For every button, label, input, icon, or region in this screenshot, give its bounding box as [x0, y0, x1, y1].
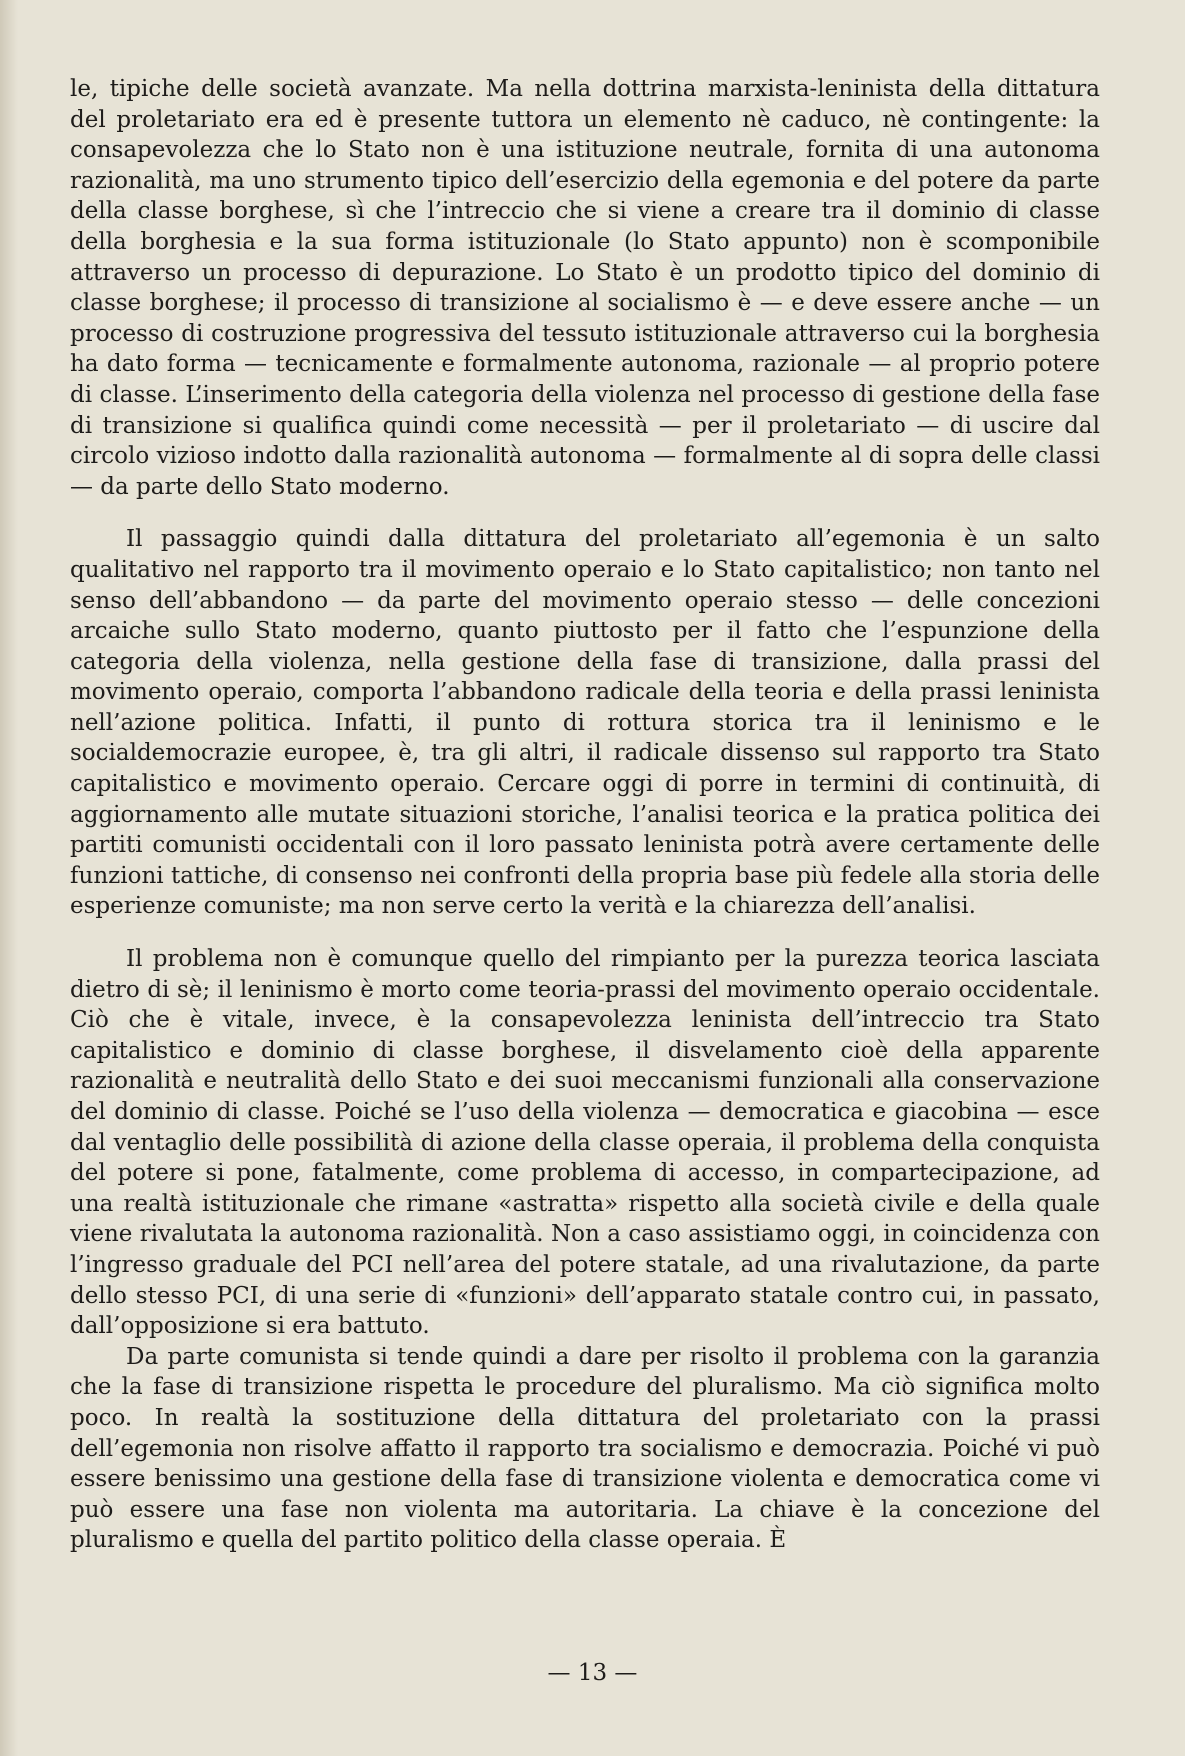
paragraph-3: Il problema non è comunque quello del rimpianto per la purezza teorica lasciata dietro di sè; il leninismo è morto come teoria-prassi del movimento operaio occidentale. Ciò che è vitale, invece, è la consapevolezza leninista dell’intreccio tra Stato capitalistico e dominio di classe borghese, il disvelamento cioè della apparente razionalità e neutralità dello Stato e dei suoi meccanismi funzionali alla conservazione del dominio di classe. Poiché se l’uso della violenza — democratica e giacobina — esce dal ventaglio delle possibilità di azione della classe operaia, il problema della conquista del potere si pone, fatalmente, come problema di accesso, in compartecipazione, ad una realtà istituzionale che rimane «astratta» rispetto alla società civile e della quale viene rivalutata la autonoma razionalità. Non a caso assistiamo oggi, in coincidenza con l’ingresso graduale del PCI nell’area del potere statale, ad una rivalutazione, da parte dello stesso PCI, di una serie di «funzioni» dell’apparato statale contro cui, in passato, dall’opposizione si era battuto. — [70, 946, 1100, 1340]
paragraph-4: Da parte comunista si tende quindi a dare per risolto il problema con la garanzia che la fase di transizione rispetta le procedure del pluralismo. Ma ciò significa molto poco. In realtà la sostituzione della dittatura del proletariato con la prassi dell’egemonia non risolve affatto il rapporto tra socialismo e democrazia. Poiché vi può essere benissimo una gestione della fase di transizione violenta e democratica come vi può essere una fase non violenta ma autoritaria. La chiave è la concezione del pluralismo e quella del partito politico della classe operaia. È — [70, 1343, 1100, 1554]
paragraph-1: le, tipiche delle società avanzate. Ma nella dottrina marxista-leninista della dittatura del proletariato era ed è presente tuttora un elemento nè caduco, nè contingente: la consapevolezza che lo Stato non è una istituzione neutrale, fornita di una autonoma razionalità, ma uno strumento tipico dell’esercizio della egemonia e del potere da parte della classe borghese, sì che l’intreccio che si viene a creare tra il dominio di classe della borghesia e la sua forma istituzionale (lo Stato appunto) non è scomponibile attraverso un processo di depurazione. Lo Stato è un prodotto tipico del dominio di classe borghese; il processo di transizione al socialismo è — e deve essere anche — un processo di costruzione progressiva del tessuto istituzionale attraverso cui la borghesia ha dato forma — tecnicamente e formalmente autonoma, razionale — al proprio potere di classe. L’inserimento della categoria della violenza nel processo di gestione della fase di transizione si qualifica quindi come necessità — per il proletariato — di uscire dal circolo vizioso indotto dalla razionalità autonoma — formalmente al di sopra delle classi — da parte dello Stato moderno. — [70, 76, 1100, 500]
body-text — [70, 74, 1100, 1556]
page-number: — 13 — — [547, 1660, 638, 1686]
paragraph-2: Il passaggio quindi dalla dittatura del proletariato all’egemonia è un salto qualitativo nel rapporto tra il movimento operaio e lo Stato capitalistico; non tanto nel senso dell’abbandono — da parte del movimento operaio stesso — delle concezioni arcaiche sullo Stato moderno, quanto piuttosto per il fatto che l’espunzione della categoria della violenza, nella gestione della fase di transizione, dalla prassi del movimento operaio, comporta l’abbandono radicale della teoria e della prassi leninista nell’azione politica. Infatti, il punto di rottura storica tra il leninismo e le socialdemocrazie europee, è, tra gli altri, il radicale dissenso sul rapporto tra Stato capitalistico e movimento operaio. Cercare oggi di porre in termini di continuità, di aggiornamento alle mutate situazioni storiche, l’analisi teorica e la pratica politica dei partiti comunisti occidentali con il loro passato leninista potrà avere certamente delle funzioni tattiche, di consenso nei confronti della propria base più fedele alla storia delle esperienze comuniste; ma non serve certo la verità e la chiarezza dell’analisi. — [70, 526, 1100, 920]
